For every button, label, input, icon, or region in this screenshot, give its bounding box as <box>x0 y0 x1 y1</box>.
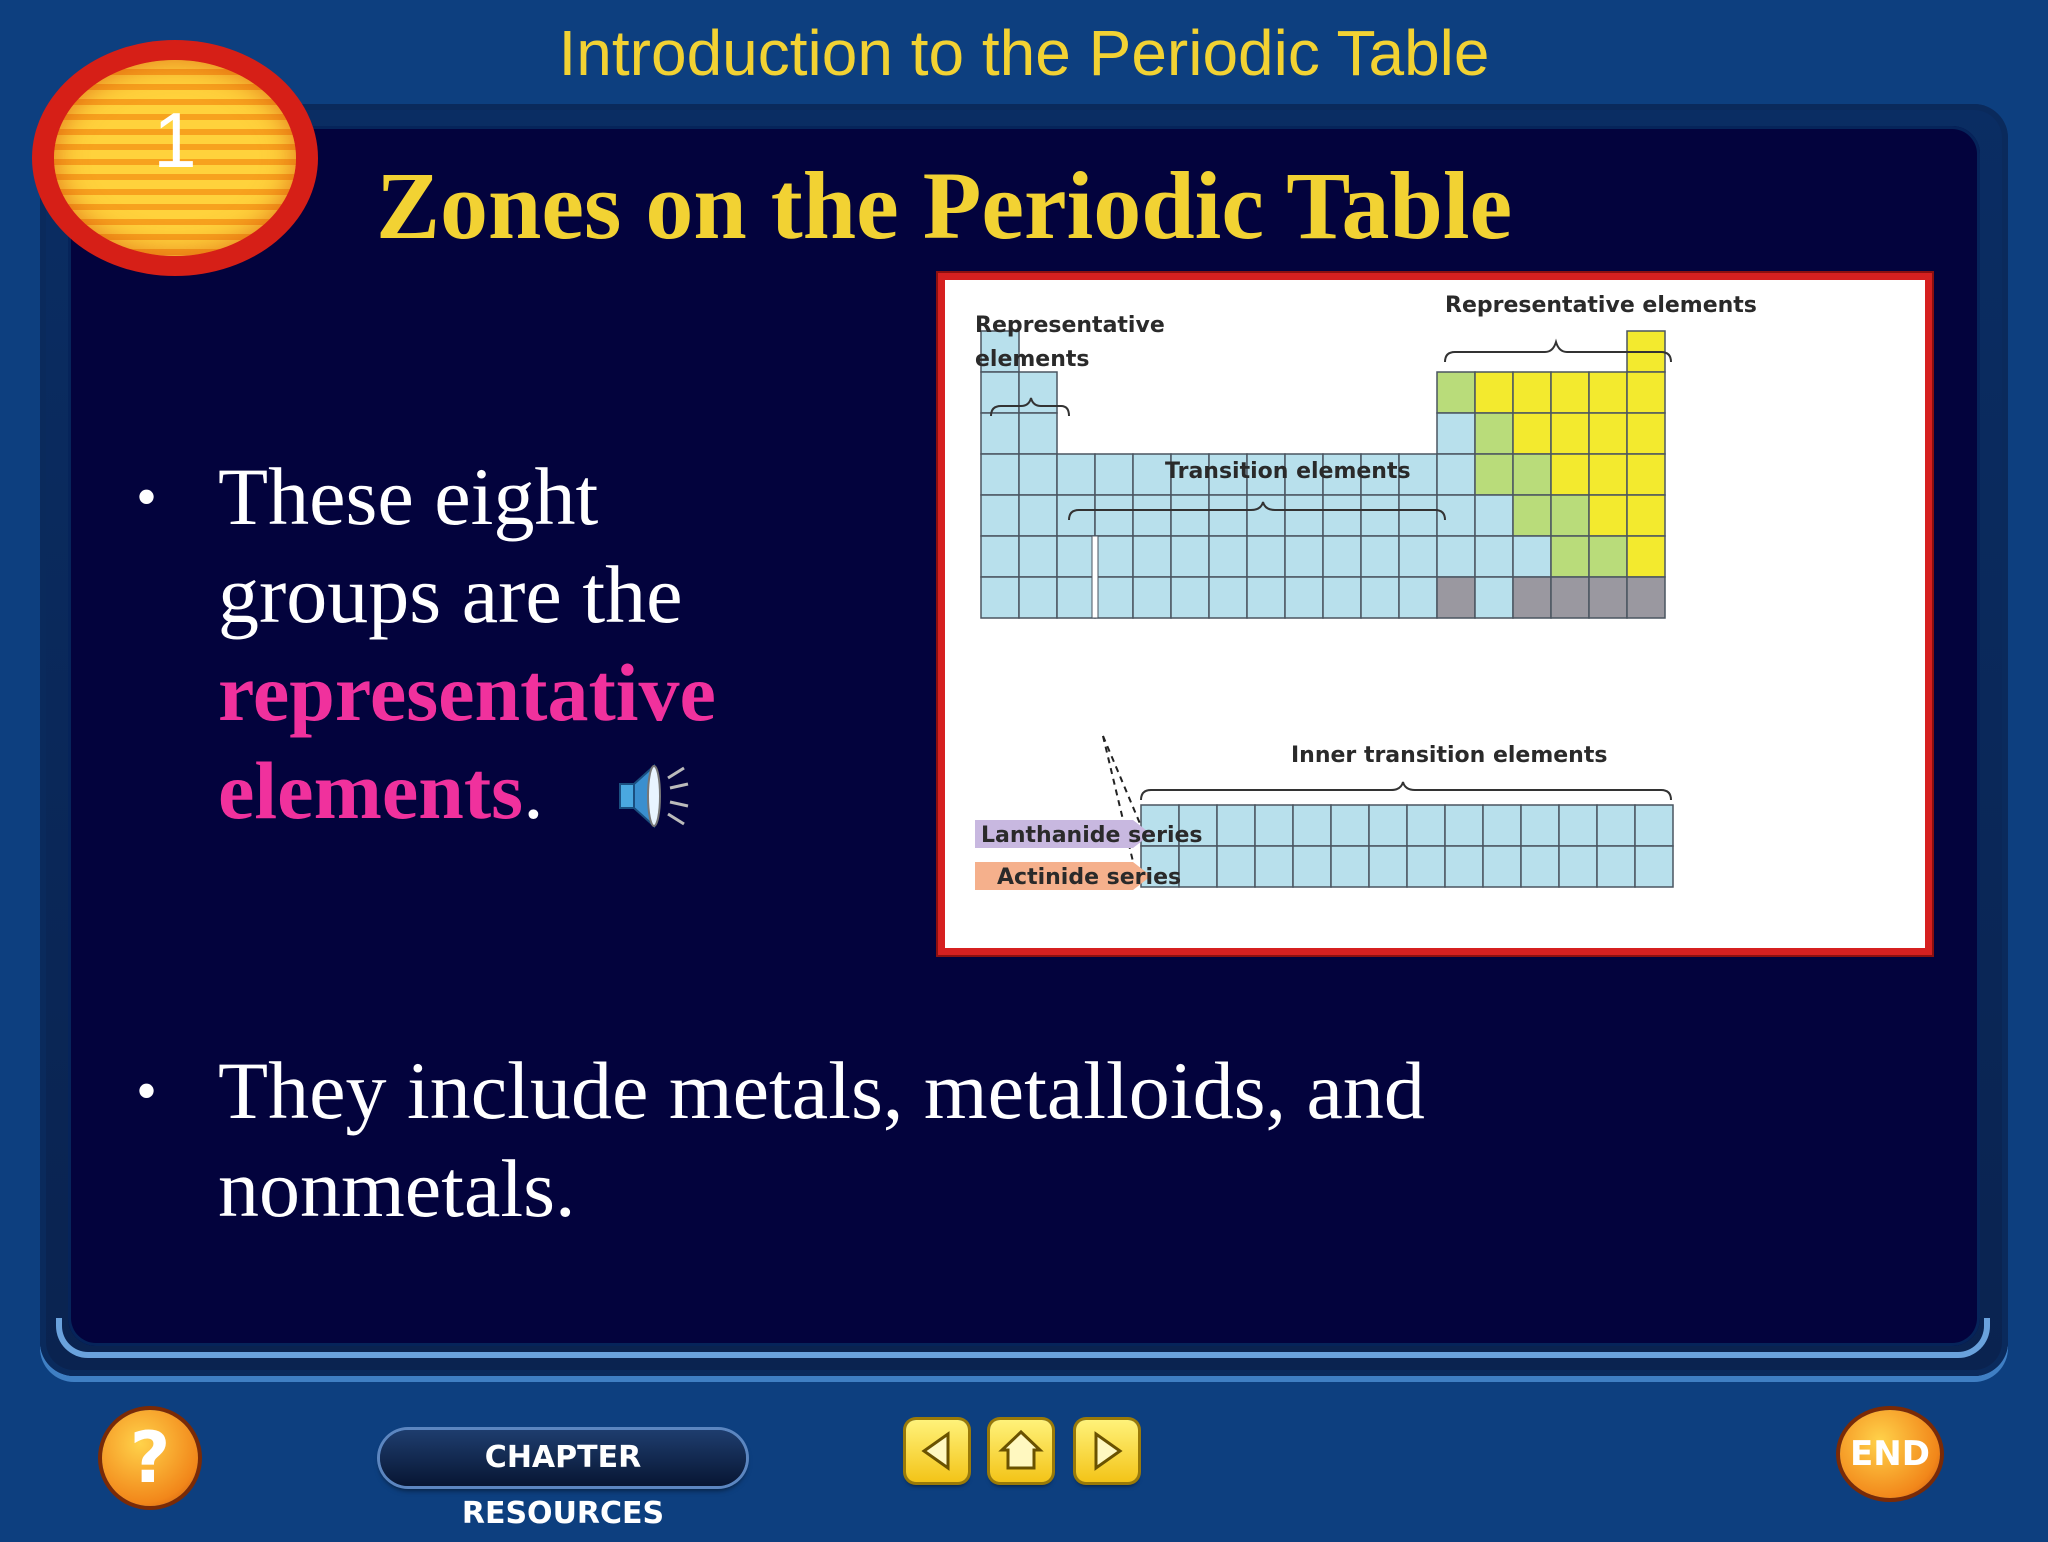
inner-transition-cell <box>1597 846 1635 887</box>
help-button[interactable]: ? <box>102 1410 198 1506</box>
element-cell <box>1361 536 1399 577</box>
bracket-inner <box>1141 782 1671 800</box>
element-cell <box>1437 454 1475 495</box>
element-cell <box>1399 577 1437 618</box>
element-cell <box>1323 577 1361 618</box>
element-cell <box>1323 495 1361 536</box>
inner-transition-cell <box>1217 846 1255 887</box>
element-cell <box>1133 536 1171 577</box>
element-cell <box>1019 454 1057 495</box>
element-cell <box>1627 536 1665 577</box>
element-cell <box>1589 454 1627 495</box>
label-actinide: Actinide series <box>997 865 1182 890</box>
element-cell <box>1437 577 1475 618</box>
element-cell <box>1019 536 1057 577</box>
element-cell <box>1247 536 1285 577</box>
element-cell <box>1627 495 1665 536</box>
periodic-table-diagram <box>945 280 1925 948</box>
back-arrow-icon <box>906 1420 968 1482</box>
slide-title: Zones on the Periodic Table <box>376 152 1513 259</box>
element-cell <box>1513 372 1551 413</box>
home-button[interactable] <box>990 1420 1052 1482</box>
element-cell <box>1133 577 1171 618</box>
inner-transition-cell <box>1483 805 1521 846</box>
inner-transition-cell <box>1331 846 1369 887</box>
inner-transition-cell <box>1179 846 1217 887</box>
element-cell <box>1627 577 1665 618</box>
inner-transition-cell <box>1369 805 1407 846</box>
element-cell <box>1285 577 1323 618</box>
label-lanthanide: Lanthanide series <box>981 823 1203 848</box>
end-button[interactable]: END <box>1840 1410 1940 1498</box>
inner-transition-cell <box>1407 805 1445 846</box>
element-cell <box>1247 495 1285 536</box>
highlight-term: representative elements <box>218 647 716 836</box>
element-cell <box>1133 495 1171 536</box>
element-cell <box>1589 413 1627 454</box>
element-cell <box>1399 536 1437 577</box>
inner-transition-cell <box>1217 805 1255 846</box>
element-cell <box>1513 536 1551 577</box>
element-cell <box>1513 495 1551 536</box>
bullet-dot: • <box>136 464 158 530</box>
chapter-resources-button[interactable]: CHAPTER RESOURCES <box>380 1430 746 1486</box>
element-cell <box>1323 536 1361 577</box>
element-cell <box>1095 577 1133 618</box>
element-cell <box>1551 495 1589 536</box>
element-cell <box>1551 413 1589 454</box>
element-cell <box>1551 536 1589 577</box>
element-cell <box>981 413 1019 454</box>
bullet-dot: • <box>136 1058 158 1124</box>
inner-transition-cell <box>1293 805 1331 846</box>
element-cell <box>1209 495 1247 536</box>
home-icon <box>990 1420 1052 1482</box>
element-cell <box>1019 577 1057 618</box>
inner-transition-cell <box>1521 846 1559 887</box>
element-cell <box>1209 577 1247 618</box>
element-cell <box>1057 577 1095 618</box>
inner-transition-cell <box>1293 846 1331 887</box>
dashed-connector-2 <box>1103 736 1135 870</box>
element-cell <box>1589 536 1627 577</box>
label-rep-left-1: Representative <box>975 313 1165 338</box>
inner-transition-cell <box>1407 846 1445 887</box>
bullet-period: . <box>523 745 544 836</box>
element-cell <box>1361 495 1399 536</box>
inner-transition-cell <box>1369 846 1407 887</box>
element-cell <box>1019 413 1057 454</box>
inner-transition-cell <box>1597 805 1635 846</box>
element-cell <box>1589 495 1627 536</box>
element-cell <box>981 577 1019 618</box>
inner-transition-grid <box>1141 805 1673 887</box>
element-cell <box>1361 577 1399 618</box>
label-inner-transition: Inner transition elements <box>1291 743 1608 768</box>
label-rep-left-2: elements <box>975 347 1090 372</box>
element-cell <box>1513 577 1551 618</box>
badge-number: 1 <box>153 96 197 184</box>
inner-transition-cell <box>1445 846 1483 887</box>
inner-transition-cell <box>1521 805 1559 846</box>
element-cell <box>1399 495 1437 536</box>
periodic-table-figure <box>938 273 1932 955</box>
element-cell <box>1437 536 1475 577</box>
inner-transition-cell <box>1255 846 1293 887</box>
inner-transition-cell <box>1331 805 1369 846</box>
inner-transition-cell <box>1635 805 1673 846</box>
inner-transition-cell <box>1445 805 1483 846</box>
element-cell <box>1475 372 1513 413</box>
element-cell <box>1171 536 1209 577</box>
element-cell <box>1171 577 1209 618</box>
element-cell <box>1627 372 1665 413</box>
element-cell <box>1589 372 1627 413</box>
element-cell <box>1095 495 1133 536</box>
element-cell <box>981 495 1019 536</box>
inner-transition-cell <box>1255 805 1293 846</box>
element-cell <box>1437 495 1475 536</box>
forward-button[interactable] <box>1076 1420 1138 1482</box>
bullet-representative <box>136 448 838 840</box>
element-cell <box>1513 454 1551 495</box>
element-cell <box>1095 536 1133 577</box>
panel-rim <box>56 1318 1990 1358</box>
element-cell <box>1551 454 1589 495</box>
section-title: Introduction to the Periodic Table <box>558 17 1490 89</box>
element-cell <box>1475 577 1513 618</box>
element-cell <box>1475 454 1513 495</box>
element-cell <box>1095 454 1133 495</box>
back-button[interactable] <box>906 1420 968 1482</box>
element-cell <box>981 536 1019 577</box>
element-cell <box>1209 536 1247 577</box>
bullet-text-1: These eight groups are the <box>218 451 683 640</box>
element-cell <box>1057 454 1095 495</box>
bullet-text-2: They include metals, metalloids, and nonmetals. <box>218 1045 1425 1234</box>
element-cell <box>1551 372 1589 413</box>
element-cell <box>1057 536 1095 577</box>
element-cell <box>1627 454 1665 495</box>
inner-transition-cell <box>1483 846 1521 887</box>
element-cell <box>1475 495 1513 536</box>
label-rep-right: Representative elements <box>1445 293 1757 318</box>
element-cell <box>1437 372 1475 413</box>
bullet-metals <box>136 1042 1718 1238</box>
element-cell <box>1285 536 1323 577</box>
element-cell <box>1247 577 1285 618</box>
forward-arrow-icon <box>1076 1420 1138 1482</box>
element-cell <box>1171 495 1209 536</box>
element-cell <box>1437 413 1475 454</box>
inner-transition-cell <box>1559 846 1597 887</box>
element-cell <box>1019 495 1057 536</box>
series-gap-marker <box>1092 536 1098 618</box>
element-cell <box>1285 495 1323 536</box>
element-cell <box>1475 413 1513 454</box>
element-cell <box>981 454 1019 495</box>
section-badge <box>32 40 318 276</box>
speaker-icon[interactable] <box>614 754 698 838</box>
label-transition: Transition elements <box>1165 459 1411 484</box>
element-cell <box>1475 536 1513 577</box>
element-cell <box>1627 413 1665 454</box>
element-cell <box>1551 577 1589 618</box>
inner-transition-cell <box>1559 805 1597 846</box>
inner-transition-cell <box>1635 846 1673 887</box>
element-cell <box>1057 495 1095 536</box>
element-cell <box>1513 413 1551 454</box>
element-cell <box>1589 577 1627 618</box>
